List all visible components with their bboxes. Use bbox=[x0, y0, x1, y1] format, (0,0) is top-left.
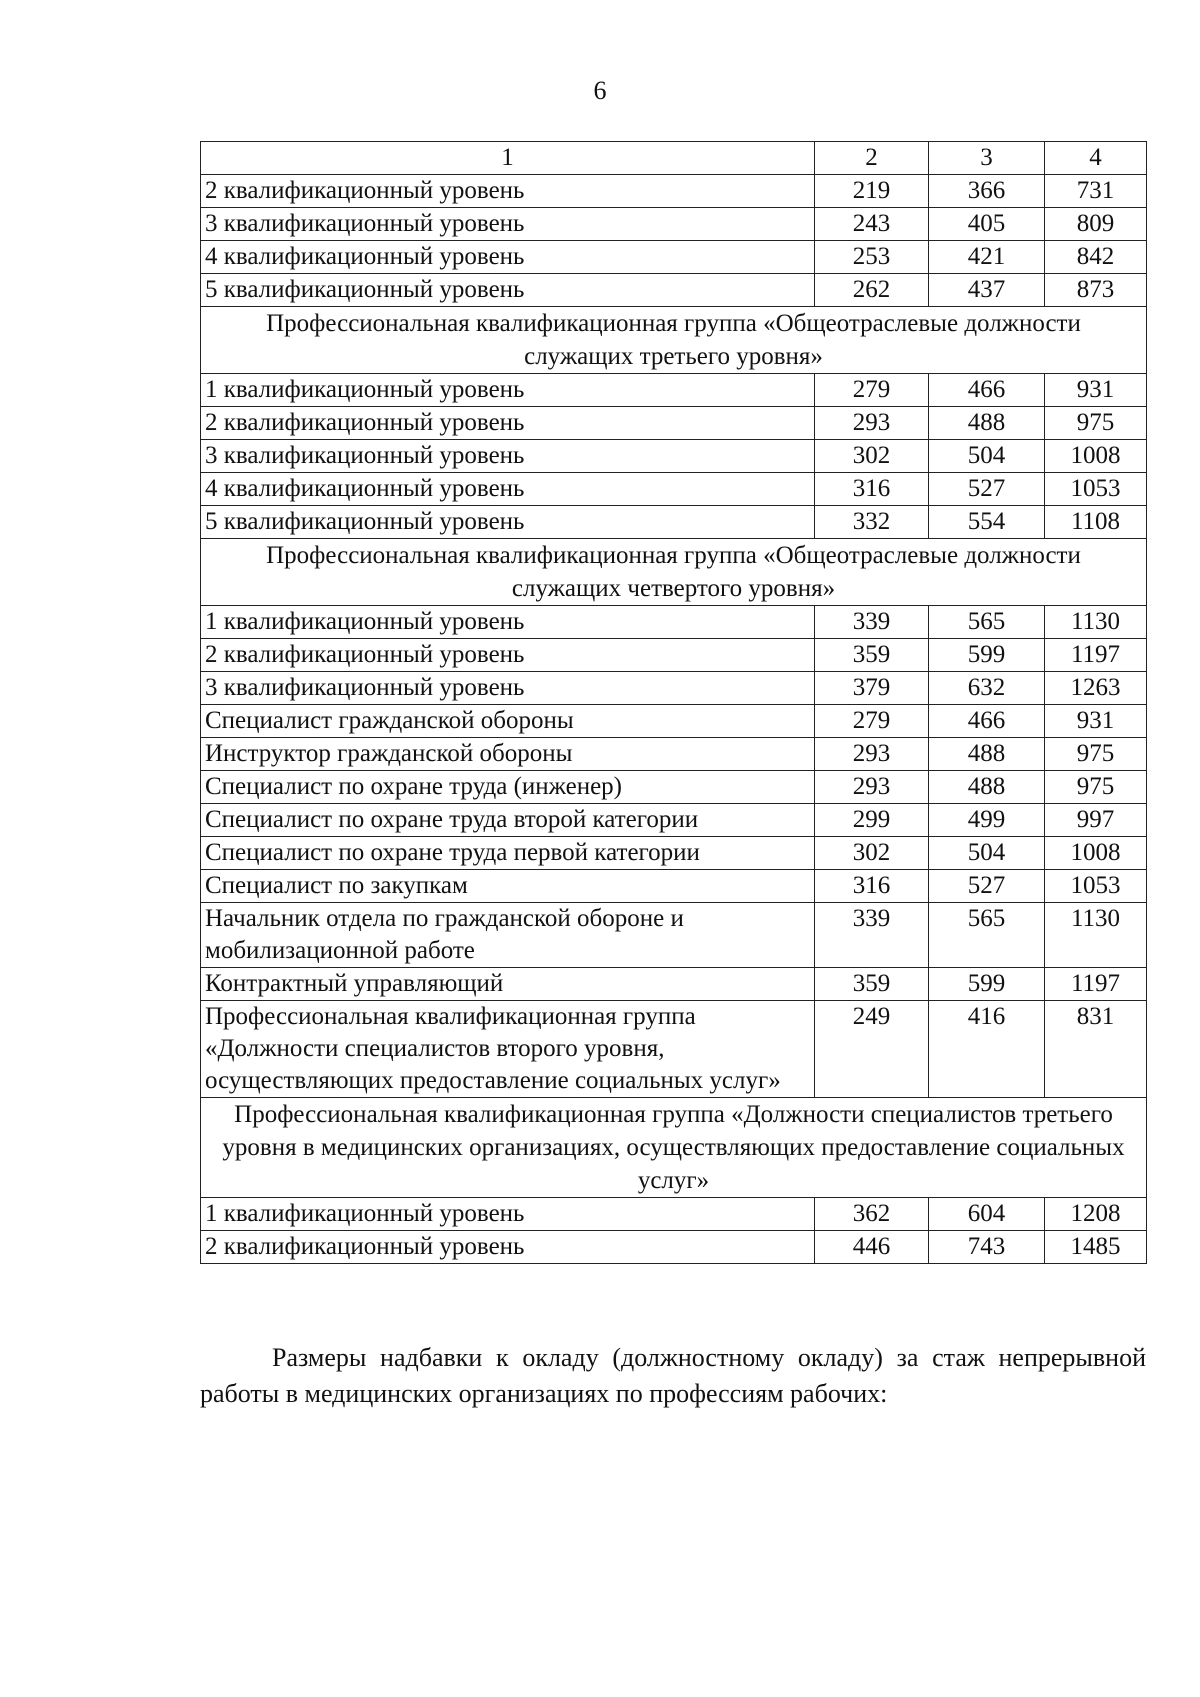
value-cell-col4: 831 bbox=[1045, 1001, 1147, 1098]
position-name-cell: 2 квалификационный уровень bbox=[201, 639, 815, 672]
value-cell-col2: 446 bbox=[815, 1231, 929, 1264]
value-cell-col4: 931 bbox=[1045, 374, 1147, 407]
value-cell-col3: 504 bbox=[929, 440, 1045, 473]
header-cell-2: 2 bbox=[815, 142, 929, 175]
header-cell-1: 1 bbox=[201, 142, 815, 175]
position-name-cell: Специалист по охране труда первой категории bbox=[201, 837, 815, 870]
value-cell-col2: 332 bbox=[815, 506, 929, 539]
value-cell-col4: 997 bbox=[1045, 804, 1147, 837]
value-cell-col4: 873 bbox=[1045, 274, 1147, 307]
position-name-cell: Начальник отдела по гражданской обороне и мобилизационной работе bbox=[201, 903, 815, 968]
value-cell-col4: 931 bbox=[1045, 705, 1147, 738]
table-row bbox=[201, 870, 1147, 903]
table-row bbox=[201, 1198, 1147, 1231]
value-cell-col3: 437 bbox=[929, 274, 1045, 307]
value-cell-col4: 1197 bbox=[1045, 639, 1147, 672]
table-row bbox=[201, 837, 1147, 870]
table-row bbox=[201, 407, 1147, 440]
table-row bbox=[201, 903, 1147, 968]
table-header-row bbox=[201, 142, 1147, 175]
position-name-cell: 1 квалификационный уровень bbox=[201, 606, 815, 639]
table-row bbox=[201, 274, 1147, 307]
value-cell-col3: 565 bbox=[929, 903, 1045, 968]
position-name-cell: 2 квалификационный уровень bbox=[201, 1231, 815, 1264]
value-cell-col3: 466 bbox=[929, 374, 1045, 407]
value-cell-col3: 599 bbox=[929, 639, 1045, 672]
value-cell-col2: 339 bbox=[815, 606, 929, 639]
value-cell-col3: 527 bbox=[929, 473, 1045, 506]
value-cell-col2: 262 bbox=[815, 274, 929, 307]
position-name-cell: 4 квалификационный уровень bbox=[201, 473, 815, 506]
value-cell-col3: 504 bbox=[929, 837, 1045, 870]
value-cell-col3: 488 bbox=[929, 771, 1045, 804]
value-cell-col2: 359 bbox=[815, 639, 929, 672]
group-heading-row bbox=[201, 539, 1147, 606]
value-cell-col4: 1130 bbox=[1045, 903, 1147, 968]
value-cell-col4: 809 bbox=[1045, 208, 1147, 241]
position-name-cell: Контрактный управляющий bbox=[201, 968, 815, 1001]
table-row bbox=[201, 672, 1147, 705]
page-number: 6 bbox=[593, 76, 607, 105]
value-cell-col2: 279 bbox=[815, 705, 929, 738]
value-cell-col4: 1008 bbox=[1045, 440, 1147, 473]
table-row bbox=[201, 175, 1147, 208]
value-cell-col3: 416 bbox=[929, 1001, 1045, 1098]
value-cell-col3: 466 bbox=[929, 705, 1045, 738]
position-name-cell: Профессиональная квалификационная группа «Должности специалистов второго уровня, осуществляющих предоставление социальных услуг» bbox=[201, 1001, 815, 1098]
table-row bbox=[201, 738, 1147, 771]
value-cell-col4: 975 bbox=[1045, 738, 1147, 771]
table-row bbox=[201, 440, 1147, 473]
table-row bbox=[201, 968, 1147, 1001]
position-name-cell: 2 квалификационный уровень bbox=[201, 407, 815, 440]
value-cell-col4: 1008 bbox=[1045, 837, 1147, 870]
value-cell-col3: 366 bbox=[929, 175, 1045, 208]
group-heading: Профессиональная квалификационная группа «Общеотраслевые должности служащих четвертого уровня» bbox=[201, 539, 1147, 606]
value-cell-col3: 554 bbox=[929, 506, 1045, 539]
value-cell-col4: 731 bbox=[1045, 175, 1147, 208]
value-cell-col4: 1485 bbox=[1045, 1231, 1147, 1264]
position-name-cell: 3 квалификационный уровень bbox=[201, 440, 815, 473]
position-name-cell: Специалист гражданской обороны bbox=[201, 705, 815, 738]
value-cell-col4: 1108 bbox=[1045, 506, 1147, 539]
value-cell-col3: 421 bbox=[929, 241, 1045, 274]
value-cell-col3: 565 bbox=[929, 606, 1045, 639]
table-row bbox=[201, 374, 1147, 407]
table-row bbox=[201, 241, 1147, 274]
value-cell-col3: 604 bbox=[929, 1198, 1045, 1231]
group-heading-row bbox=[201, 1098, 1147, 1198]
position-name-cell: 2 квалификационный уровень bbox=[201, 175, 815, 208]
position-name-cell: 5 квалификационный уровень bbox=[201, 506, 815, 539]
position-name-cell: Специалист по закупкам bbox=[201, 870, 815, 903]
group-heading: Профессиональная квалификационная группа «Должности специалистов третьего уровня в медицинских организациях, осуществляющих предоставление социальных услуг» bbox=[201, 1098, 1147, 1198]
value-cell-col4: 842 bbox=[1045, 241, 1147, 274]
value-cell-col2: 362 bbox=[815, 1198, 929, 1231]
value-cell-col3: 599 bbox=[929, 968, 1045, 1001]
value-cell-col2: 299 bbox=[815, 804, 929, 837]
value-cell-col2: 293 bbox=[815, 407, 929, 440]
value-cell-col4: 1053 bbox=[1045, 870, 1147, 903]
value-cell-col3: 527 bbox=[929, 870, 1045, 903]
position-name-cell: 5 квалификационный уровень bbox=[201, 274, 815, 307]
table-row bbox=[201, 804, 1147, 837]
table-row bbox=[201, 1001, 1147, 1098]
value-cell-col2: 293 bbox=[815, 738, 929, 771]
value-cell-col4: 975 bbox=[1045, 407, 1147, 440]
value-cell-col2: 302 bbox=[815, 837, 929, 870]
header-cell-4: 4 bbox=[1045, 142, 1147, 175]
value-cell-col2: 359 bbox=[815, 968, 929, 1001]
group-heading: Профессиональная квалификационная группа «Общеотраслевые должности служащих третьего уровня» bbox=[201, 307, 1147, 374]
table-row bbox=[201, 506, 1147, 539]
position-name-cell: 3 квалификационный уровень bbox=[201, 672, 815, 705]
value-cell-col2: 316 bbox=[815, 473, 929, 506]
position-name-cell: Специалист по охране труда (инженер) bbox=[201, 771, 815, 804]
table-row bbox=[201, 606, 1147, 639]
value-cell-col2: 279 bbox=[815, 374, 929, 407]
value-cell-col3: 743 bbox=[929, 1231, 1045, 1264]
salary-table bbox=[200, 141, 1147, 1264]
value-cell-col3: 488 bbox=[929, 407, 1045, 440]
value-cell-col3: 405 bbox=[929, 208, 1045, 241]
position-name-cell: 1 квалификационный уровень bbox=[201, 1198, 815, 1231]
value-cell-col3: 632 bbox=[929, 672, 1045, 705]
table-row bbox=[201, 473, 1147, 506]
value-cell-col2: 316 bbox=[815, 870, 929, 903]
value-cell-col4: 1208 bbox=[1045, 1198, 1147, 1231]
value-cell-col4: 1130 bbox=[1045, 606, 1147, 639]
value-cell-col2: 339 bbox=[815, 903, 929, 968]
position-name-cell: 4 квалификационный уровень bbox=[201, 241, 815, 274]
table-row bbox=[201, 1231, 1147, 1264]
value-cell-col2: 219 bbox=[815, 175, 929, 208]
position-name-cell: Специалист по охране труда второй категории bbox=[201, 804, 815, 837]
position-name-cell: Инструктор гражданской обороны bbox=[201, 738, 815, 771]
value-cell-col4: 975 bbox=[1045, 771, 1147, 804]
position-name-cell: 3 квалификационный уровень bbox=[201, 208, 815, 241]
table-row bbox=[201, 771, 1147, 804]
closing-paragraph: Размеры надбавки к окладу (должностному окладу) за стаж непрерывной работы в медицинских организациях по профессиям рабочих: bbox=[200, 1343, 1146, 1408]
group-heading-row bbox=[201, 307, 1147, 374]
header-cell-3: 3 bbox=[929, 142, 1045, 175]
table-row bbox=[201, 639, 1147, 672]
value-cell-col2: 379 bbox=[815, 672, 929, 705]
value-cell-col2: 253 bbox=[815, 241, 929, 274]
value-cell-col4: 1263 bbox=[1045, 672, 1147, 705]
value-cell-col3: 499 bbox=[929, 804, 1045, 837]
value-cell-col2: 293 bbox=[815, 771, 929, 804]
salary-table-body bbox=[201, 142, 1147, 1264]
value-cell-col3: 488 bbox=[929, 738, 1045, 771]
table-row bbox=[201, 705, 1147, 738]
value-cell-col4: 1197 bbox=[1045, 968, 1147, 1001]
value-cell-col2: 302 bbox=[815, 440, 929, 473]
position-name-cell: 1 квалификационный уровень bbox=[201, 374, 815, 407]
value-cell-col2: 249 bbox=[815, 1001, 929, 1098]
value-cell-col2: 243 bbox=[815, 208, 929, 241]
table-row bbox=[201, 208, 1147, 241]
value-cell-col4: 1053 bbox=[1045, 473, 1147, 506]
